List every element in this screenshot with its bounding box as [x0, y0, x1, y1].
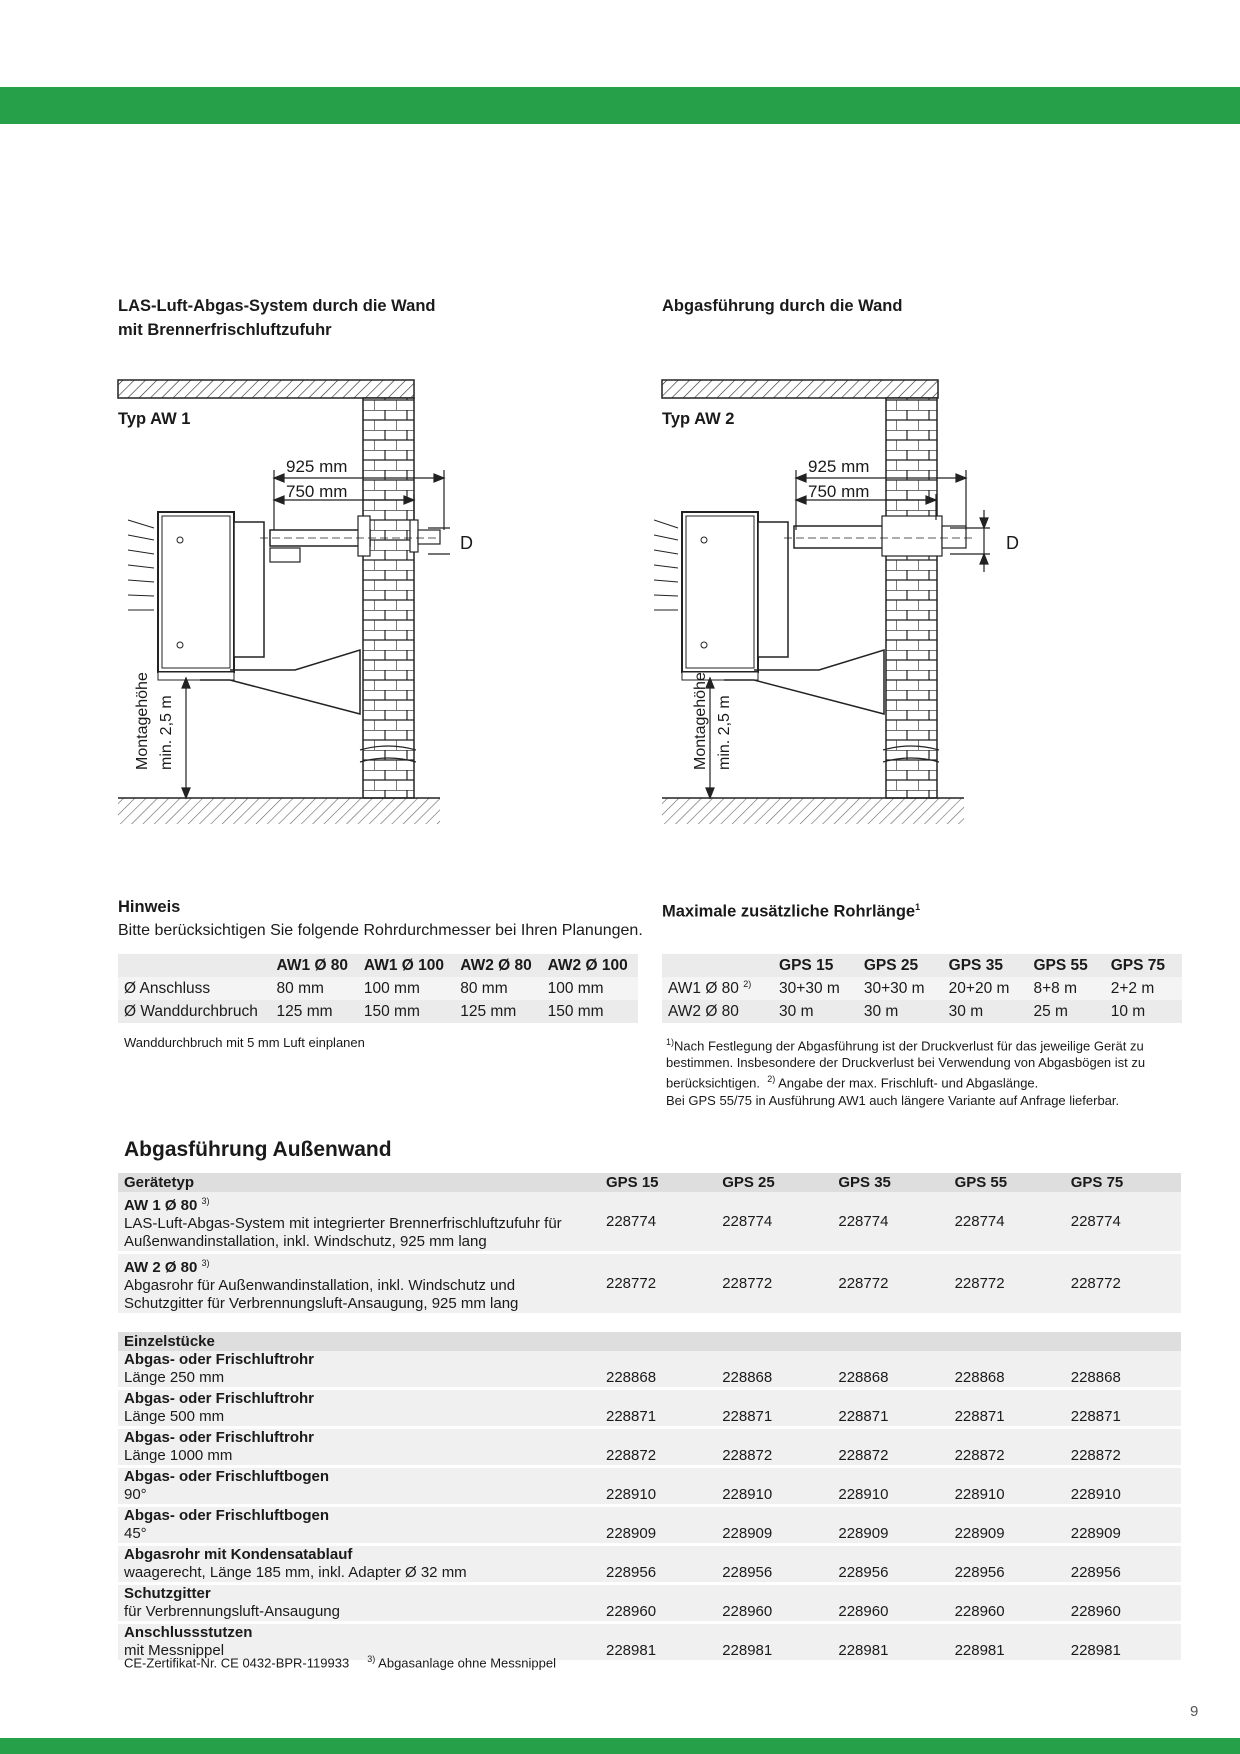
part-code: 228960 [949, 1584, 1065, 1623]
part-code: 228960 [1065, 1584, 1181, 1623]
part-code: 228956 [949, 1545, 1065, 1584]
order-header-col: GPS 55 [949, 1173, 1065, 1192]
pipe-header-blank [662, 954, 773, 977]
item-desc: AW 1 Ø 80 $^{3)}$ LAS-Luft-Abgas-System mit integrierter Brennerfrischluftzufuhr für Außenwandinstallation, inkl. Windschutz, 925 mm lang [118, 1192, 600, 1253]
part-code: 228981 [600, 1623, 716, 1662]
table-cell: 25 m [1027, 1000, 1104, 1023]
item-code: 228772 [600, 1253, 716, 1315]
table-cell: Ø Wanddurchbruch [118, 1000, 271, 1023]
table-row [662, 1000, 1182, 1023]
table-cell: 125 mm [271, 1000, 358, 1023]
order-header-col: GPS 15 [600, 1173, 716, 1192]
table-row [118, 1506, 1181, 1545]
part-code: 228910 [949, 1467, 1065, 1506]
left-type-label: Typ AW 1 [118, 410, 191, 428]
table-cell: 100 mm [358, 977, 454, 1000]
item-code: 228774 [832, 1192, 948, 1253]
part-desc: Abgasrohr mit Kondensatablauf waagerecht, Länge 185 mm, inkl. Adapter Ø 32 mm [118, 1545, 600, 1584]
part-code: 228868 [949, 1351, 1065, 1389]
table-row [118, 1428, 1181, 1467]
table-cell: 150 mm [542, 1000, 638, 1023]
table-cell: Ø Anschluss [118, 977, 271, 1000]
part-code: 228872 [716, 1428, 832, 1467]
part-desc: Abgas- oder Frischluftbogen 90° [118, 1467, 600, 1506]
part-code: 228960 [600, 1584, 716, 1623]
item-desc: AW 2 Ø 80 $^{3)}$ Abgasrohr für Außenwandinstallation, inkl. Windschutz und Schutzgitter für Verbrennungsluft-Ansaugung, 925 mm lang [118, 1253, 600, 1315]
pipe-header: GPS 55 [1027, 954, 1104, 977]
table-cell: 10 m [1105, 1000, 1182, 1023]
aw2-mount-height: Montagehöhe [692, 672, 709, 770]
part-code: 228909 [949, 1506, 1065, 1545]
part-desc: Abgas- oder Frischluftbogen 45° [118, 1506, 600, 1545]
table-cell: 20+20 m [943, 977, 1028, 1000]
part-code: 228981 [1065, 1623, 1181, 1662]
part-code: 228868 [832, 1351, 948, 1389]
pipe-header: GPS 15 [773, 954, 858, 977]
diameter-table [118, 954, 638, 1023]
footnote-3-note: Abgasanlage ohne Messnippel [378, 1655, 556, 1671]
part-code: 228981 [949, 1623, 1065, 1662]
table-row [118, 1351, 1181, 1389]
aw2-mount-min: min. 2,5 m [716, 695, 733, 770]
order-table-devices [118, 1173, 1181, 1316]
diameter-header: AW1 Ø 80 [271, 954, 358, 977]
aussenwand-title: Abgasführung Außenwand [124, 1138, 392, 1161]
part-desc: Schutzgitter für Verbrennungsluft-Ansaugung [118, 1584, 600, 1623]
footnote-1: Nach Festlegung der Abgasführung ist der Druckverlust für das jeweilige Gerät zu bestimmen. Insbesondere der Druckverlust bei Verwendung von Abgasbögen ist zu berücksichtigen. [666, 1038, 1146, 1091]
part-code: 228909 [716, 1506, 832, 1545]
table-cell: 80 mm [454, 977, 541, 1000]
part-desc: Anschlussstutzen mit Messnippel [118, 1623, 600, 1662]
table-row [118, 1192, 1181, 1253]
pipe-header: GPS 25 [858, 954, 943, 977]
table-row [118, 977, 638, 1000]
part-desc: Abgas- oder Frischluftrohr Länge 500 mm [118, 1389, 600, 1428]
part-code: 228868 [716, 1351, 832, 1389]
part-code: 228872 [600, 1428, 716, 1467]
part-desc: Abgas- oder Frischluftrohr Länge 1000 mm [118, 1428, 600, 1467]
diameter-header: AW1 Ø 100 [358, 954, 454, 977]
part-code: 228868 [1065, 1351, 1181, 1389]
left-title [118, 294, 435, 342]
order-header-col: GPS 75 [1065, 1173, 1181, 1192]
table-row [118, 1545, 1181, 1584]
part-code: 228956 [716, 1545, 832, 1584]
table-row [118, 1000, 638, 1023]
part-code: 228910 [1065, 1467, 1181, 1506]
aw1-dim-925: 925 mm [286, 457, 348, 476]
part-code: 228960 [832, 1584, 948, 1623]
hinweis-text: Bitte berücksichtigen Sie folgende Rohrdurchmesser bei Ihren Planungen. [118, 922, 643, 939]
part-code: 228871 [1065, 1389, 1181, 1428]
footnote-2: Angabe der max. Frischluft- und Abgaslänge. [778, 1075, 1039, 1091]
table-cell: 30 m [773, 1000, 858, 1023]
right-type-label: Typ AW 2 [662, 410, 735, 428]
certificate-number: CE-Zertifikat-Nr. CE 0432-BPR-119933 [124, 1655, 350, 1671]
diameter-header: AW2 Ø 100 [542, 954, 638, 977]
table-cell: 125 mm [454, 1000, 541, 1023]
table-cell: AW1 Ø 80 $^{2)}$ [662, 977, 773, 1000]
certificate-footer: CE-Zertifikat-Nr. CE 0432-BPR-119933 $^{3)}$ Abgasanlage ohne Messnippel [124, 1654, 556, 1671]
table-row [118, 1467, 1181, 1506]
part-code: 228872 [949, 1428, 1065, 1467]
part-code: 228910 [600, 1467, 716, 1506]
table-cell: 30+30 m [773, 977, 858, 1000]
parts-header-row [118, 1332, 1181, 1351]
item-code: 228772 [949, 1253, 1065, 1315]
pipe-length-table [662, 954, 1182, 1023]
aw1-mount-height: Montagehöhe [134, 672, 151, 770]
table-cell: 80 mm [271, 977, 358, 1000]
table-row [118, 1389, 1181, 1428]
page-number: 9 [1190, 1703, 1199, 1720]
aw2-dim-925: 925 mm [808, 457, 870, 476]
order-header-col: GPS 35 [832, 1173, 948, 1192]
table-row [118, 1584, 1181, 1623]
table-cell: 2+2 m [1105, 977, 1182, 1000]
item-code: 228772 [716, 1253, 832, 1315]
part-code: 228871 [600, 1389, 716, 1428]
aw1-dim-d: D [460, 533, 473, 553]
order-table-parts [118, 1332, 1181, 1663]
table-cell: 30 m [858, 1000, 943, 1023]
aw2-dim-d: D [1006, 533, 1019, 553]
left-title-line2: mit Brennerfrischluftzufuhr [118, 321, 332, 339]
part-code: 228871 [716, 1389, 832, 1428]
part-code: 228956 [600, 1545, 716, 1584]
pipe-header: GPS 35 [943, 954, 1028, 977]
hinweis-title: Hinweis [118, 898, 181, 916]
pipe-header: GPS 75 [1105, 954, 1182, 977]
table-cell: 30 m [943, 1000, 1028, 1023]
part-code: 228909 [832, 1506, 948, 1545]
item-code: 228772 [832, 1253, 948, 1315]
part-code: 228910 [832, 1467, 948, 1506]
table-cell: 150 mm [358, 1000, 454, 1023]
right-title: Abgasführung durch die Wand [662, 297, 903, 315]
top-green-bar [0, 87, 1240, 124]
diameter-header: AW2 Ø 80 [454, 954, 541, 977]
part-code: 228910 [716, 1467, 832, 1506]
flue-pipe-2 [784, 516, 974, 556]
part-code: 228981 [716, 1623, 832, 1662]
rohrlaenge-footnotes: $^{1)}$Nach Festlegung der Abgasführung ist der Druckverlust für das jeweilige Gerät zu bestimmen. Insbesondere der Druckverlust bei Verwendung von Abgasbögen ist zu berücksichtigen. $^{2)}$ Angabe der max. Frischluft- und Abgaslänge. Bei GPS 55/75 in Ausführung AW1 auch längere Variante auf Anfrage lieferbar. [666, 1037, 1146, 1108]
part-code: 228909 [600, 1506, 716, 1545]
part-code: 228872 [1065, 1428, 1181, 1467]
table-row [118, 1253, 1181, 1315]
table-cell: 100 mm [542, 977, 638, 1000]
part-code: 228871 [832, 1389, 948, 1428]
parts-header-label: Einzelstücke [118, 1332, 600, 1351]
item-code: 228774 [949, 1192, 1065, 1253]
order-header-col: GPS 25 [716, 1173, 832, 1192]
left-title-line1: LAS-Luft-Abgas-System durch die Wand [118, 297, 436, 315]
part-code: 228960 [716, 1584, 832, 1623]
table-cell: 8+8 m [1027, 977, 1104, 1000]
order-header-label: Gerätetyp [118, 1173, 600, 1192]
hinweis-note: Wanddurchbruch mit 5 mm Luft einplanen [124, 1035, 365, 1050]
aw1-dim-750: 750 mm [286, 482, 348, 501]
bottom-green-bar [0, 1738, 1240, 1754]
table-cell: 30+30 m [858, 977, 943, 1000]
table-cell: AW2 Ø 80 [662, 1000, 773, 1023]
part-code: 228956 [832, 1545, 948, 1584]
part-code: 228956 [1065, 1545, 1181, 1584]
part-code: 228871 [949, 1389, 1065, 1428]
table-row [662, 977, 1182, 1000]
order-header-row [118, 1173, 1181, 1192]
aw1-mount-min: min. 2,5 m [158, 695, 175, 770]
aw2-dim-750: 750 mm [808, 482, 870, 501]
item-code: 228774 [600, 1192, 716, 1253]
part-code: 228981 [832, 1623, 948, 1662]
footnote-3: Bei GPS 55/75 in Ausführung AW1 auch längere Variante auf Anfrage lieferbar. [666, 1092, 1120, 1108]
item-code: 228774 [1065, 1192, 1181, 1253]
part-code: 228868 [600, 1351, 716, 1389]
part-desc: Abgas- oder Frischluftrohr Länge 250 mm [118, 1351, 600, 1389]
rohrlaenge-title: Maximale zusätzliche Rohrlänge$^1$ [662, 902, 921, 921]
part-code: 228909 [1065, 1506, 1181, 1545]
diameter-header-blank [118, 954, 271, 977]
item-code: 228774 [716, 1192, 832, 1253]
item-code: 228772 [1065, 1253, 1181, 1315]
part-code: 228872 [832, 1428, 948, 1467]
